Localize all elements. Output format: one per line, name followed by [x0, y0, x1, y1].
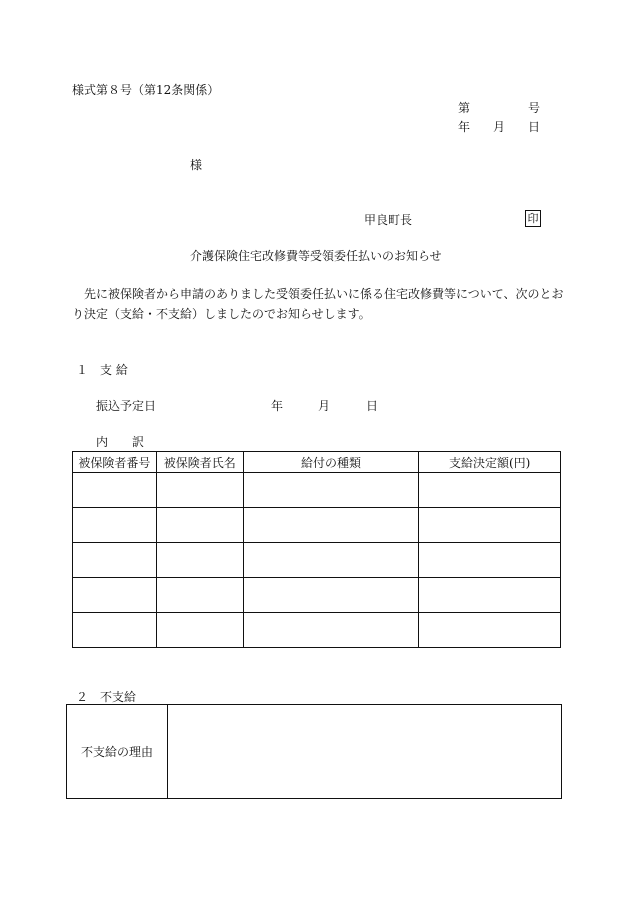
col-insured-number: 被保険者番号 [73, 452, 157, 473]
cell[interactable] [243, 543, 419, 578]
addressee-sama: 様 [190, 158, 203, 172]
cell[interactable] [419, 613, 561, 648]
detail-table [72, 451, 561, 648]
transfer-day: 日 [366, 399, 379, 413]
reason-row [67, 705, 562, 799]
transfer-year: 年 [271, 399, 284, 413]
cell[interactable] [73, 578, 157, 613]
detail-label: 内 訳 [96, 435, 145, 449]
header-year: 年 [458, 120, 471, 134]
col-benefit-type: 給付の種類 [243, 452, 419, 473]
header-day: 日 [528, 120, 541, 134]
cell[interactable] [243, 473, 419, 508]
cell[interactable] [73, 543, 157, 578]
document-title: 介護保険住宅改修費等受領委任払いのお知らせ [190, 249, 442, 263]
dai-label: 第 [458, 101, 471, 115]
transfer-date-label: 振込予定日 [96, 399, 157, 413]
cell[interactable] [73, 613, 157, 648]
cell[interactable] [73, 508, 157, 543]
cell[interactable] [156, 473, 243, 508]
header-month: 月 [493, 120, 506, 134]
reason-table [66, 704, 562, 799]
cell[interactable] [156, 578, 243, 613]
cell[interactable] [73, 473, 157, 508]
reason-label: 不支給の理由 [67, 705, 168, 799]
body-line-2: り決定（支給・不支給）しましたのでお知らせします。 [72, 307, 371, 321]
table-row [73, 543, 561, 578]
cell[interactable] [243, 578, 419, 613]
cell[interactable] [419, 543, 561, 578]
seal-stamp: 印 [525, 210, 541, 227]
detail-header-row [73, 452, 561, 473]
table-row [73, 508, 561, 543]
body-line-1: 先に被保険者から申請のありました受領委任払いに係る住宅改修費等について、次のとお [72, 287, 564, 301]
transfer-month: 月 [318, 399, 331, 413]
cell[interactable] [156, 613, 243, 648]
issuer-name: 甲良町長 [364, 213, 413, 227]
section2-heading: ２ 不支給 [76, 690, 137, 704]
reason-value[interactable] [168, 705, 562, 799]
col-decided-amount: 支給決定額(円) [419, 452, 561, 473]
go-label: 号 [528, 101, 541, 115]
col-insured-name: 被保険者氏名 [156, 452, 243, 473]
cell[interactable] [156, 543, 243, 578]
cell[interactable] [156, 508, 243, 543]
form-number: 様式第８号（第12条関係） [72, 83, 220, 97]
cell[interactable] [243, 613, 419, 648]
section1-heading: １ 支 給 [76, 363, 128, 377]
table-row [73, 473, 561, 508]
cell[interactable] [419, 508, 561, 543]
table-row [73, 578, 561, 613]
cell[interactable] [243, 508, 419, 543]
table-row [73, 613, 561, 648]
cell[interactable] [419, 473, 561, 508]
cell[interactable] [419, 578, 561, 613]
